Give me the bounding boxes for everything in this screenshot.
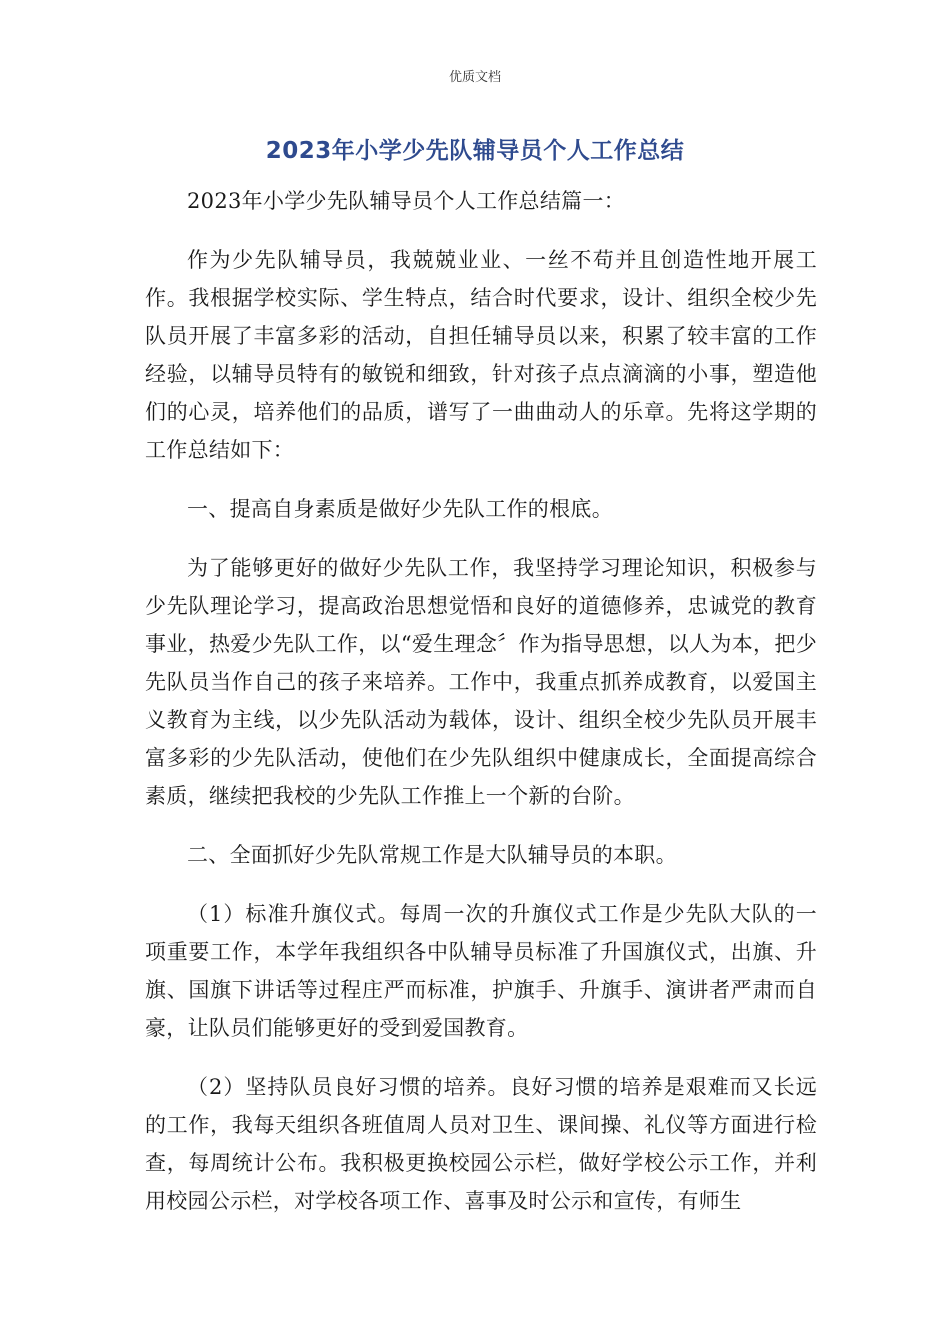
paragraph: 为了能够更好的做好少先队工作，我坚持学习理论知识，积极参与少先队理论学习，提高政治思想觉悟和良好的道德修养，忠诚党的教育事业，热爱少先队工作，以“爱生理念〞作为指导思想，以人为本，把少先队员当作自己的孩子来培养。工作中，我重点抓养成教育，以爱国主义教育为主线，以少先队活动为载体，设计、组织全校少先队员开展丰富多彩的少先队活动，使他们在少先队组织中健康成长，全面提高综合素质，继续把我校的少先队工作推上一个新的台阶。 bbox=[145, 556, 817, 808]
document-title: 2023年小学少先队辅导员个人工作总结 bbox=[265, 138, 685, 164]
paragraph: （2）坚持队员良好习惯的培养。良好习惯的培养是艰难而又长远的工作，我每天组织各班值周人员对卫生、课间操、礼仪等方面进行检查，每周统计公布。我积极更换校园公示栏，做好学校公示工作，并利用校园公示栏，对学校各项工作、喜事及时公示和宣传，有师生 bbox=[145, 1075, 817, 1213]
paragraph: 作为少先队辅导员，我兢兢业业、一丝不苟并且创造性地开展工作。我根据学校实际、学生特点，结合时代要求，设计、组织全校少先队员开展了丰富多彩的活动，自担任辅导员以来，积累了较丰富的工作经验，以辅导员特有的敏锐和细致，针对孩子点点滴滴的小事，塑造他们的心灵，培养他们的品质，谱写了一曲曲动人的乐章。先将这学期的工作总结如下： bbox=[145, 248, 817, 462]
header-label: 优质文档 bbox=[448, 70, 501, 85]
paragraph: （1）标准升旗仪式。每周一次的升旗仪式工作是少先队大队的一项重要工作，本学年我组织各中队辅导员标准了升国旗仪式，出旗、升旗、国旗下讲话等过程庄严而标准，护旗手、升旗手、演讲者严肃而自豪，让队员们能够更好的受到爱国教育。 bbox=[145, 902, 817, 1040]
document-body bbox=[145, 182, 817, 1241]
section-heading: 一、提高自身素质是做好少先队工作的根底。 bbox=[187, 497, 613, 521]
paragraph-intro: 2023年小学少先队辅导员个人工作总结篇一： bbox=[187, 189, 626, 213]
section-heading: 二、全面抓好少先队常规工作是大队辅导员的本职。 bbox=[187, 843, 677, 867]
